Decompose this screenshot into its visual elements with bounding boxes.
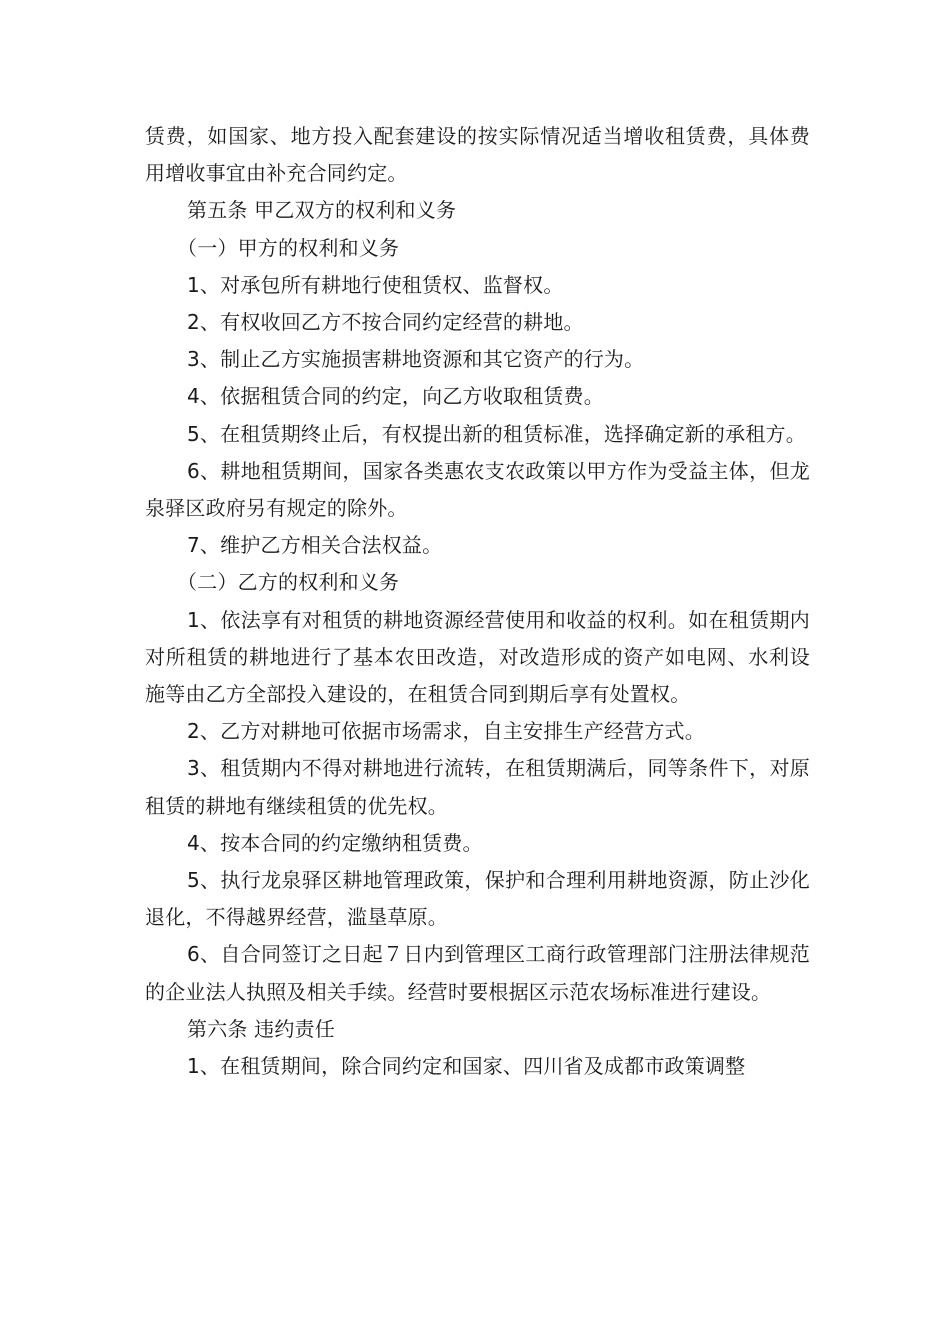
section-heading: 第六条 违约责任: [187, 1016, 335, 1041]
paragraph: 赁费，如国家、地方投入配套建设的按实际情况适当增收租赁费，具体费用增收事宜由补充合同约定。: [145, 124, 810, 186]
list-item: 1、在租赁期间，除合同约定和国家、四川省及成都市政策调整: [187, 1054, 746, 1079]
list-item: 6、自合同签订之日起７日内到管理区工商行政管理部门注册法律规范的企业法人执照及相关手续。经营时要根据区示范农场标准进行建设。: [145, 942, 810, 1004]
list-item: 2、有权收回乙方不按合同约定经营的耕地。: [187, 310, 584, 335]
subsection-heading: （二）乙方的权利和义务: [177, 570, 400, 595]
section-heading: 第五条 甲乙双方的权利和义务: [187, 198, 457, 223]
list-item: 2、乙方对耕地可依据市场需求，自主安排生产经营方式。: [187, 719, 705, 744]
list-item: 5、执行龙泉驿区耕地管理政策，保护和合理利用耕地资源，防止沙化退化，不得越界经营，滥垦草原。: [145, 868, 810, 930]
subsection-heading: （一）甲方的权利和义务: [177, 235, 400, 260]
list-item: 3、租赁期内不得对耕地进行流转，在租赁期满后，同等条件下，对原租赁的耕地有继续租赁的优先权。: [145, 756, 810, 818]
list-item: 7、维护乙方相关合法权益。: [187, 533, 443, 558]
list-item: 1、对承包所有耕地行使租赁权、监督权。: [187, 272, 564, 297]
list-item: 4、依据租赁合同的约定，向乙方收取租赁费。: [187, 384, 604, 409]
list-item: 6、耕地租赁期间，国家各类惠农支农政策以甲方作为受益主体，但龙泉驿区政府另有规定的除外。: [145, 458, 810, 521]
list-item: 4、按本合同的约定缴纳租赁费。: [187, 830, 483, 855]
document-body: [145, 118, 810, 1085]
list-item: 5、在租赁期终止后，有权提出新的租赁标准，选择确定新的承租方。: [187, 421, 806, 446]
list-item: 1、依法享有对租赁的耕地资源经营使用和收益的权利。如在租赁期内对所租赁的耕地进行了基本农田改造，对改造形成的资产如电网、水利设施等由乙方全部投入建设的，在租赁合同到期后享有处置权。: [145, 607, 810, 707]
list-item: 3、制止乙方实施损害耕地资源和其它资产的行为。: [187, 347, 645, 372]
